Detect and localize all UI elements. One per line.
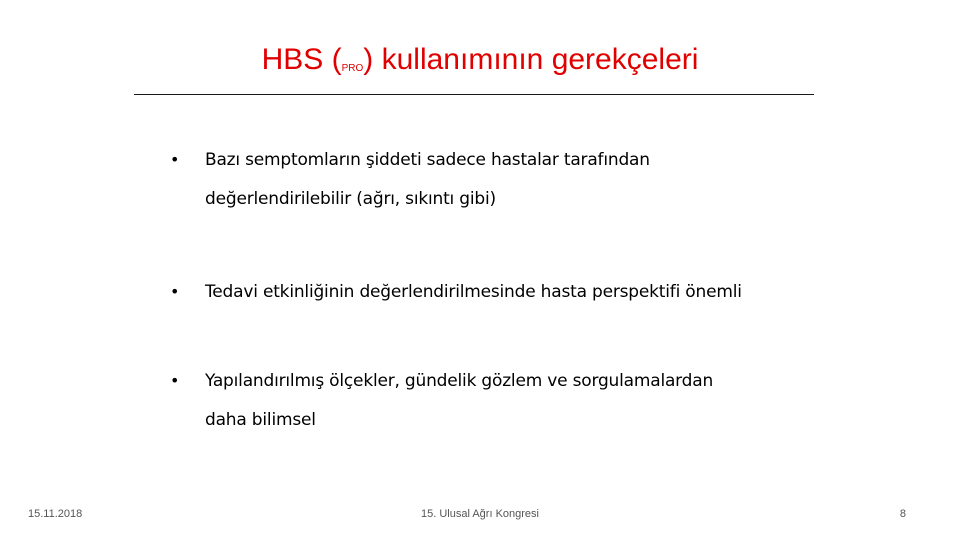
title-main: HBS — [261, 43, 324, 76]
bullet-3-line-2: daha bilimsel — [205, 410, 316, 430]
title-divider — [134, 94, 814, 95]
footer-date: 15.11.2018 — [28, 508, 83, 520]
title-paren-close: ) — [363, 43, 374, 76]
bullet-marker-2: • — [170, 282, 180, 301]
footer-page-number: 8 — [899, 508, 906, 520]
title-rest: kullanımının gerekçeleri — [381, 43, 699, 76]
bullet-marker-1: • — [170, 150, 180, 169]
slide-title — [0, 38, 960, 91]
bullet-1-line-2: değerlendirilebilir (ağrı, sıkıntı gibi) — [205, 189, 496, 209]
bullet-2-line-1: Tedavi etkinliğinin değerlendirilmesinde hasta perspektifi önemli — [205, 282, 742, 302]
title-subscript: PRO — [341, 63, 364, 74]
footer-event: 15. Ulusal Ağrı Kongresi — [420, 508, 539, 520]
bullet-marker-3: • — [170, 371, 180, 390]
bullet-3-line-1: Yapılandırılmış ölçekler, gündelik gözlem ve sorgulamalardan — [205, 371, 714, 391]
title-paren-open: ( — [331, 43, 342, 76]
bullet-1-line-1: Bazı semptomların şiddeti sadece hastalar tarafından — [205, 150, 650, 170]
